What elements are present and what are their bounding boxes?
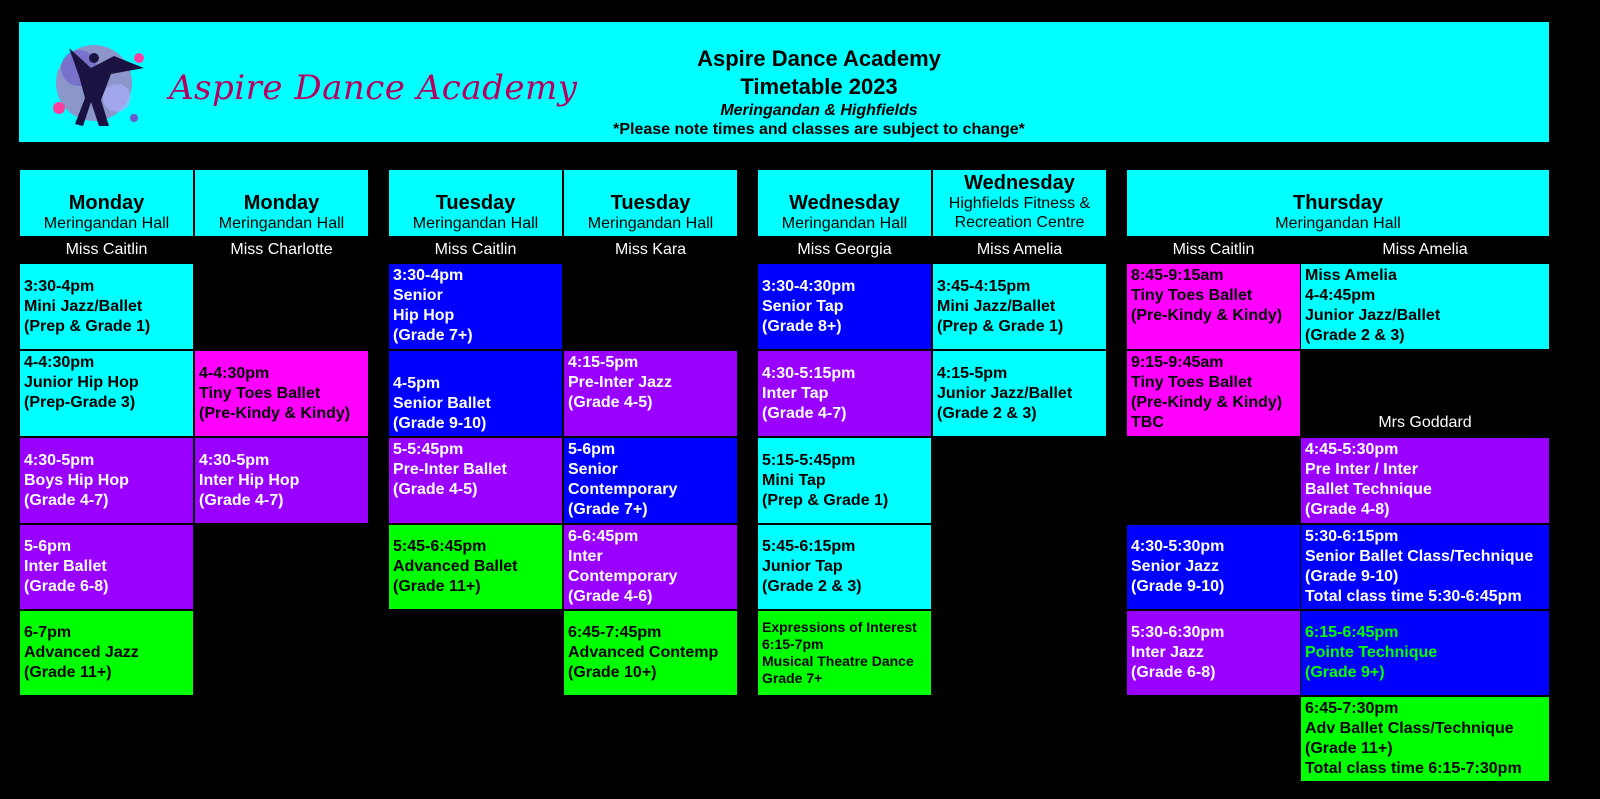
class-text-line: Musical Theatre Dance	[762, 653, 914, 669]
teacher-label: Miss Amelia	[1382, 241, 1468, 258]
class-card	[564, 525, 737, 609]
class-text-line: 5-5:45pm	[393, 441, 464, 458]
class-text-line: 9:15-9:45am	[1131, 354, 1224, 371]
class-text-line: Total class time 5:30-6:45pm	[1305, 588, 1522, 605]
day-label: Monday	[243, 192, 320, 214]
class-text-line: (Grade 9-10)	[1131, 578, 1225, 595]
class-text-line: 3:30-4pm	[24, 277, 95, 295]
class-text-line: 5-6pm	[24, 538, 72, 555]
class-text-line: 5-6pm	[568, 441, 616, 458]
class-card	[20, 611, 193, 695]
class-text-line: Pointe Technique	[1305, 644, 1438, 661]
class-card	[20, 525, 193, 609]
teacher-label: Miss Caitlin	[434, 241, 517, 258]
class-text-line: Boys Hip Hop	[24, 471, 129, 489]
teacher-label: Mrs Goddard	[1378, 414, 1472, 431]
class-text-line: 5:15-5:45pm	[762, 451, 856, 469]
class-text-line: Tiny Toes Ballet	[1131, 374, 1253, 391]
class-text-line: 8:45-9:15am	[1131, 267, 1224, 284]
dancer-splash-icon	[39, 28, 159, 136]
class-text-line: 5:30-6:30pm	[1131, 624, 1225, 641]
class-card	[564, 438, 737, 523]
class-text-line: (Grade 4-7)	[199, 491, 284, 509]
class-card	[20, 264, 193, 349]
class-text-line: (Grade 4-7)	[762, 404, 847, 422]
class-text-line: Advanced Contemp	[568, 644, 719, 661]
class-text-line: Tiny Toes Ballet	[1131, 287, 1253, 304]
class-text-line: Mini Tap	[762, 471, 826, 489]
class-card	[758, 611, 931, 695]
day-label: Wednesday	[964, 172, 1075, 194]
class-text-line: (Grade 9-10)	[1305, 568, 1399, 585]
class-card	[195, 438, 368, 523]
day-label: Tuesday	[435, 192, 516, 214]
class-card	[758, 351, 931, 436]
class-card	[564, 351, 737, 436]
class-text-line: Contemporary	[568, 481, 678, 498]
venue-label: Meringandan Hall	[1275, 215, 1401, 232]
class-text-line: Inter Jazz	[1131, 644, 1204, 661]
class-text-line: Senior	[568, 461, 618, 478]
class-text-line: Tiny Toes Ballet	[199, 384, 321, 402]
class-text-line: (Pre-Kindy & Kindy)	[199, 404, 351, 422]
class-text-line: (Prep & Grade 1)	[24, 317, 151, 335]
class-card	[20, 438, 193, 523]
class-text-line: Hip Hop	[393, 307, 455, 324]
day-header-monday-2	[195, 170, 368, 236]
class-text-line: (Grade 7+)	[393, 327, 473, 344]
teacher-label: Miss Georgia	[797, 241, 892, 258]
class-card	[1301, 697, 1549, 781]
class-text-line: Advanced Ballet	[393, 558, 518, 575]
class-text-line: Senior Tap	[762, 297, 844, 315]
class-text-line: (Prep & Grade 1)	[937, 317, 1064, 335]
class-card	[564, 611, 737, 695]
class-text-line: Senior Jazz	[1131, 558, 1220, 575]
venue-label: Meringandan Hall	[218, 215, 345, 232]
class-text-line: 5:45-6:45pm	[393, 538, 487, 555]
class-text-line: TBC	[1131, 414, 1164, 431]
class-text-line: (Grade 4-6)	[568, 588, 653, 605]
class-text-line: Contemporary	[568, 568, 678, 585]
class-text-line: Advanced Jazz	[24, 644, 139, 661]
class-text-line: Junior Hip Hop	[24, 374, 139, 391]
day-header-wednesday-1	[758, 170, 931, 236]
class-text-line: (Grade 6-8)	[1131, 664, 1216, 681]
class-text-line: 4-4:30pm	[24, 354, 95, 371]
class-text-line: (Grade 11+)	[24, 664, 112, 681]
class-card	[933, 264, 1106, 349]
day-header-wednesday-2	[933, 170, 1106, 236]
class-card	[1301, 611, 1549, 695]
class-card	[1127, 525, 1300, 609]
class-card	[758, 264, 931, 349]
day-header-thursday	[1127, 170, 1549, 236]
teacher-label: Miss Caitlin	[1172, 241, 1255, 258]
class-text-line: Junior Jazz/Ballet	[1305, 307, 1441, 324]
class-text-line: Miss Amelia	[1305, 267, 1397, 284]
page-subtitle: Timetable 2023	[740, 74, 898, 99]
class-text-line: (Grade 11+)	[1305, 740, 1393, 757]
class-card	[1301, 264, 1549, 349]
class-card	[933, 351, 1106, 436]
class-card	[1301, 525, 1549, 609]
class-text-line: Junior Tap	[762, 558, 843, 575]
teacher-label: Miss Amelia	[976, 241, 1063, 258]
logo-text: Aspire Dance Academy	[169, 68, 578, 108]
class-text-line: (Grade 10+)	[568, 664, 657, 681]
class-text-line: (Grade 4-5)	[393, 481, 478, 498]
day-header-tuesday-1	[389, 170, 562, 236]
class-text-line: (Grade 9-10)	[393, 415, 487, 432]
class-text-line: Grade 7+	[762, 670, 823, 686]
class-card	[195, 351, 368, 436]
class-card	[389, 351, 562, 436]
academy-logo	[39, 28, 578, 136]
venue-label: Meringandan Hall	[781, 215, 908, 232]
class-text-line: 5:30-6:15pm	[1305, 528, 1399, 545]
class-text-line: (Grade 11+)	[393, 578, 481, 595]
class-text-line: 4-4:45pm	[1305, 287, 1376, 304]
class-text-line: (Grade 4-8)	[1305, 501, 1390, 518]
class-text-line: 3:30-4pm	[393, 267, 464, 284]
class-text-line: (Grade 2 & 3)	[762, 578, 862, 595]
header-banner	[19, 22, 1549, 142]
class-text-line: 6:15-7pm	[762, 636, 824, 652]
class-text-line: 4-5pm	[393, 375, 441, 392]
day-label: Wednesday	[789, 192, 900, 214]
class-card	[389, 525, 562, 609]
class-text-line: 4:30-5:30pm	[1131, 538, 1225, 555]
class-card	[389, 438, 562, 523]
class-text-line: Senior Ballet Class/Technique	[1305, 548, 1534, 565]
class-text-line: 6:15-6:45pm	[1305, 624, 1399, 641]
class-text-line: (Pre-Kindy & Kindy)	[1131, 394, 1283, 411]
class-text-line: (Grade 6-8)	[24, 578, 109, 595]
class-text-line: (Pre-Kindy & Kindy)	[1131, 307, 1283, 324]
class-text-line: Total class time 6:15-7:30pm	[1305, 760, 1522, 777]
class-text-line: Inter Tap	[762, 384, 829, 402]
day-header-monday-1	[20, 170, 193, 236]
class-text-line: Senior Ballet	[393, 395, 491, 412]
locations-text: Meringandan & Highfields	[720, 102, 918, 119]
class-card	[389, 264, 562, 349]
day-label: Monday	[68, 192, 145, 214]
class-text-line: Inter	[568, 548, 603, 565]
class-text-line: 6-6:45pm	[568, 528, 639, 545]
venue-label: Meringandan Hall	[43, 215, 170, 232]
class-text-line: (Grade 2 & 3)	[937, 404, 1037, 422]
change-note: *Please note times and classes are subject to change*	[613, 121, 1025, 138]
class-text-line: Inter Hip Hop	[199, 471, 300, 489]
class-card	[758, 438, 931, 523]
class-card	[1127, 264, 1300, 349]
class-text-line: 4-4:30pm	[199, 364, 270, 382]
teacher-label: Miss Caitlin	[65, 241, 148, 258]
class-text-line: (Grade 9+)	[1305, 664, 1385, 681]
teacher-label: Miss Kara	[614, 241, 687, 258]
class-text-line: (Grade 4-7)	[24, 491, 109, 509]
class-card	[758, 525, 931, 609]
class-text-line: Junior Jazz/Ballet	[937, 384, 1073, 402]
class-card	[1301, 438, 1549, 523]
class-text-line: Adv Ballet Class/Technique	[1305, 720, 1514, 737]
class-text-line: Inter Ballet	[24, 558, 107, 575]
class-text-line: Pre-Inter Ballet	[393, 461, 507, 478]
class-text-line: (Grade 8+)	[762, 317, 842, 335]
class-text-line: (Prep & Grade 1)	[762, 491, 889, 509]
venue-label: Meringandan Hall	[587, 215, 714, 232]
class-text-line: Pre-Inter Jazz	[568, 374, 673, 391]
class-card	[1127, 611, 1300, 695]
class-text-line: (Grade 4-5)	[568, 394, 653, 411]
class-text-line: Senior	[393, 287, 443, 304]
class-text-line: 4:15-5pm	[568, 354, 639, 371]
class-text-line: 4:45-5:30pm	[1305, 441, 1399, 458]
teacher-label: Miss Charlotte	[230, 241, 333, 258]
class-text-line: Ballet Technique	[1305, 481, 1432, 498]
class-text-line: 3:30-4:30pm	[762, 277, 856, 295]
class-text-line: 3:45-4:15pm	[937, 277, 1031, 295]
venue-label: Meringandan Hall	[412, 215, 539, 232]
class-text-line: Expressions of Interest	[762, 619, 917, 635]
class-text-line: 6-7pm	[24, 624, 72, 641]
venue-label: Highfields Fitness & Recreation Centre	[948, 195, 1091, 231]
class-text-line: (Prep-Grade 3)	[24, 394, 136, 411]
class-text-line: Mini Jazz/Ballet	[24, 297, 143, 315]
class-card	[1127, 351, 1300, 436]
class-text-line: Pre Inter / Inter	[1305, 461, 1418, 478]
class-card	[20, 351, 193, 436]
class-text-line: 4:30-5pm	[199, 451, 270, 469]
class-text-line: 4:15-5pm	[937, 364, 1008, 382]
class-text-line: 6:45-7:30pm	[1305, 700, 1399, 717]
class-text-line: 4:30-5:15pm	[762, 364, 856, 382]
class-text-line: 6:45-7:45pm	[568, 624, 662, 641]
class-text-line: 5:45-6:15pm	[762, 538, 856, 555]
class-text-line: (Grade 7+)	[568, 501, 648, 518]
day-label: Thursday	[1292, 192, 1384, 214]
page-title: Aspire Dance Academy	[697, 46, 941, 71]
day-header-tuesday-2	[564, 170, 737, 236]
class-text-line: 4:30-5pm	[24, 451, 95, 469]
class-text-line: Mini Jazz/Ballet	[937, 297, 1056, 315]
class-text-line: (Grade 2 & 3)	[1305, 327, 1405, 344]
day-label: Tuesday	[610, 192, 691, 214]
